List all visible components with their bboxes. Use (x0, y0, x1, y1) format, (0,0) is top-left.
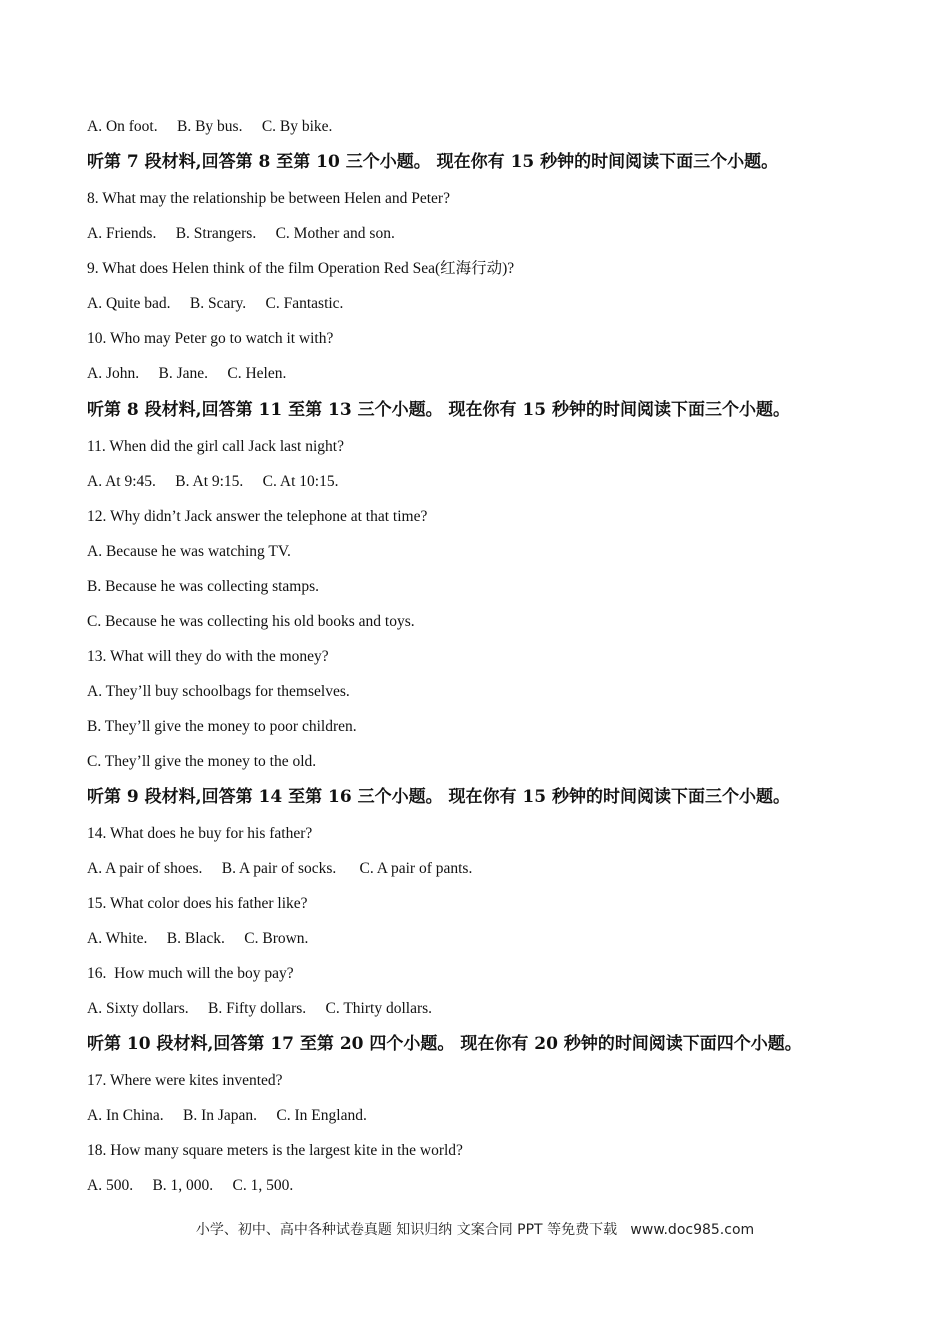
question-13: 13. What will they do with the money? (87, 648, 329, 665)
answer-option-q12-c: C. Because he was collecting his old books and toys. (87, 613, 415, 630)
question-16: 16. How much will the boy pay? (87, 965, 294, 982)
page-footer: 小学、初中、高中各种试卷真题 知识归纳 文案合同 PPT 等免费下载 www.doc985.com (195, 1222, 755, 1238)
question-11: 11. When did the girl call Jack last night? (87, 438, 344, 455)
question-14: 14. What does he buy for his father? (87, 825, 313, 842)
section-heading-7: 听第 7 段材料,回答第 8 至第 10 三个小题。 现在你有 15 秒钟的时间阅读下面三个小题。 (87, 152, 779, 172)
answer-options-q9: A. Quite bad. B. Scary. C. Fantastic. (87, 295, 344, 312)
answer-options-q14: A. A pair of shoes. B. A pair of socks. C. A pair of pants. (87, 860, 473, 877)
answer-options-q17: A. In China. B. In Japan. C. In England. (87, 1107, 367, 1124)
answer-option-q12-a: A. Because he was watching TV. (87, 543, 291, 560)
question-15: 15. What color does his father like? (87, 895, 308, 912)
section-heading-8: 听第 8 段材料,回答第 11 至第 13 三个小题。 现在你有 15 秒钟的时间阅读下面三个小题。 (87, 400, 790, 420)
question-8: 8. What may the relationship be between Helen and Peter? (87, 190, 450, 207)
section-heading-9: 听第 9 段材料,回答第 14 至第 16 三个小题。 现在你有 15 秒钟的时间阅读下面三个小题。 (87, 787, 790, 807)
question-18: 18. How many square meters is the largest kite in the world? (87, 1142, 463, 1159)
answer-options-q16: A. Sixty dollars. B. Fifty dollars. C. Thirty dollars. (87, 1000, 433, 1017)
answer-option-q13-c: C. They’ll give the money to the old. (87, 753, 317, 770)
question-12: 12. Why didn’t Jack answer the telephone at that time? (87, 508, 428, 525)
answer-option-q13-b: B. They’ll give the money to poor children. (87, 718, 357, 735)
question-17: 17. Where were kites invented? (87, 1072, 283, 1089)
answer-options-q11: A. At 9:45. B. At 9:15. C. At 10:15. (87, 473, 339, 490)
answer-options-q10: A. John. B. Jane. C. Helen. (87, 365, 287, 382)
answer-options-q8: A. Friends. B. Strangers. C. Mother and son. (87, 225, 395, 242)
answer-option-q12-b: B. Because he was collecting stamps. (87, 578, 320, 595)
section-heading-10: 听第 10 段材料,回答第 17 至第 20 四个小题。 现在你有 20 秒钟的时间阅读下面四个小题。 (87, 1034, 802, 1054)
question-10: 10. Who may Peter go to watch it with? (87, 330, 334, 347)
answer-options-q18: A. 500. B. 1, 000. C. 1, 500. (87, 1177, 294, 1194)
answer-options-q7: A. On foot. B. By bus. C. By bike. (87, 118, 333, 135)
question-9: 9. What does Helen think of the film Operation Red Sea(红海行动)? (87, 260, 515, 277)
answer-option-q13-a: A. They’ll buy schoolbags for themselves. (87, 683, 350, 700)
answer-options-q15: A. White. B. Black. C. Brown. (87, 930, 309, 947)
